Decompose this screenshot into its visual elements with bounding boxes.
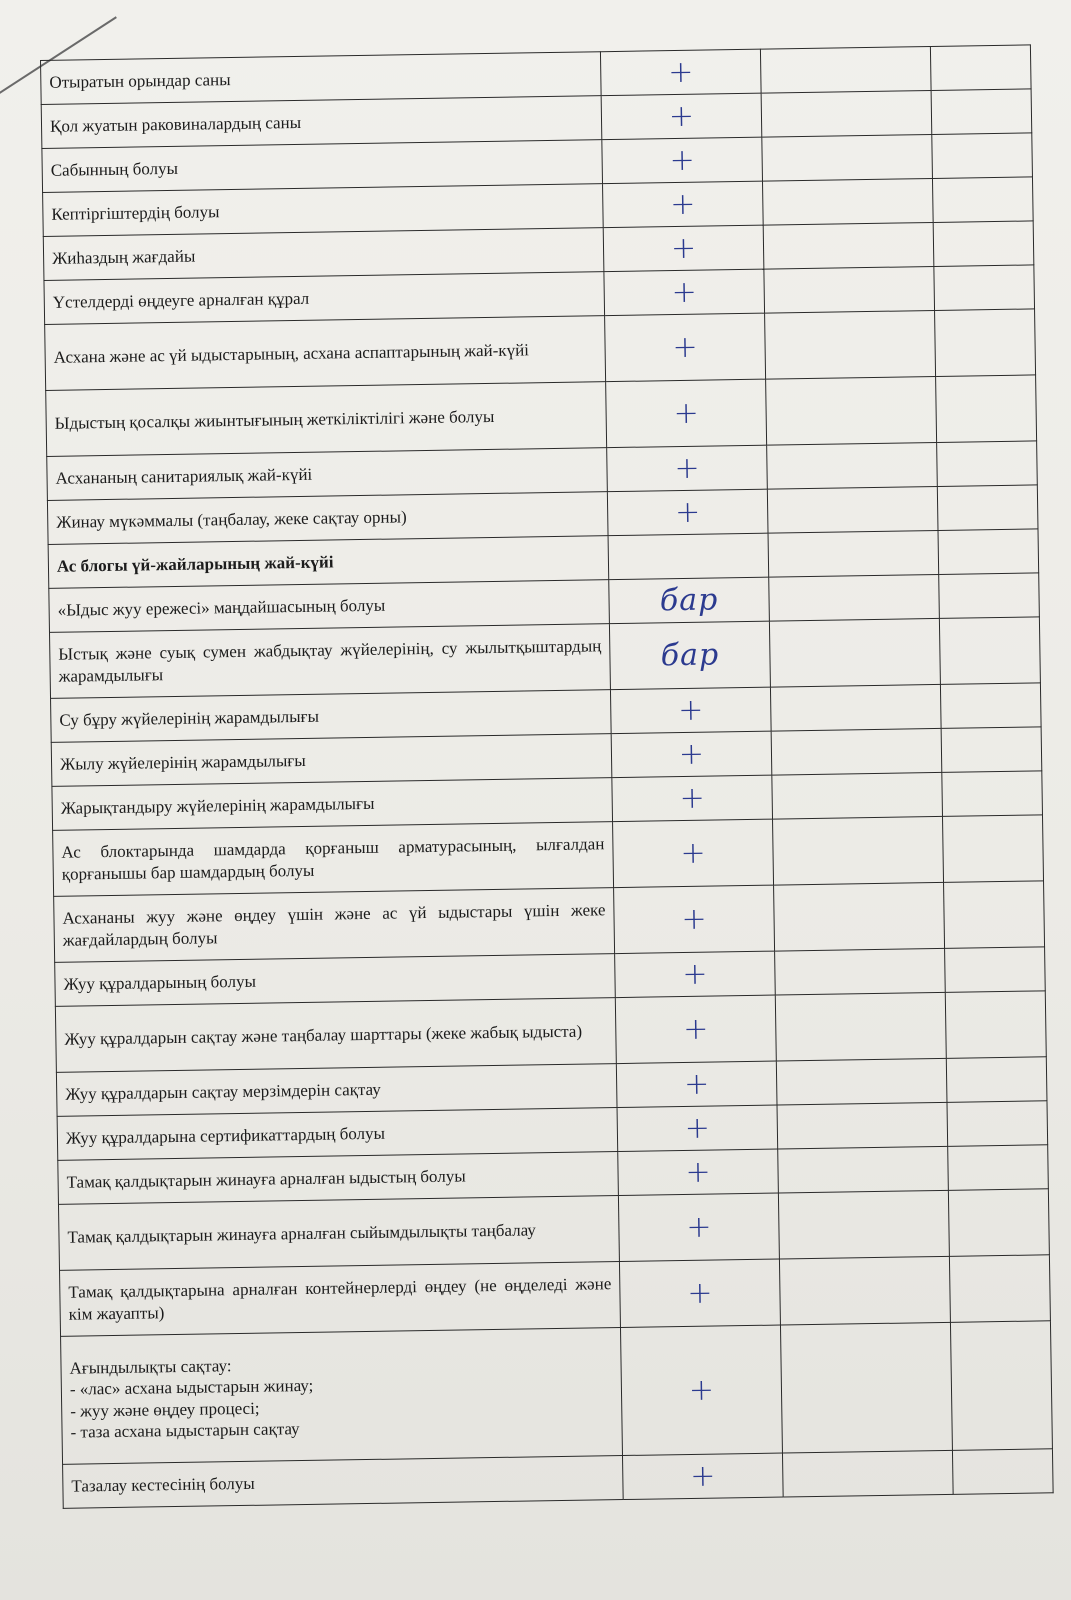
empty-cell [761,91,932,138]
empty-cell [950,1321,1052,1451]
empty-cell [941,727,1042,773]
handwritten-mark: + [617,1105,778,1152]
handwritten-mark: + [607,445,768,492]
row-label: Отыратын орындар саны [41,52,602,105]
empty-cell [782,1450,953,1497]
row-label: Асхананың санитариялық жай-күйі [47,448,608,501]
row-label: Кептіргіштердің болуы [43,184,604,237]
empty-cell [777,1102,948,1149]
row-label: Ыстық және суық сумен жабдықтау жүйелерінің, су жылытқыштардың жарамдылығы [49,624,610,699]
empty-cell [933,221,1034,267]
empty-cell [774,882,945,951]
row-label: Су бұру жүйелерінің жарамдылығы [51,690,612,743]
handwritten-mark: + [611,731,772,778]
empty-cell [772,772,943,819]
handwritten-mark: + [602,137,763,184]
empty-cell [775,992,946,1061]
empty-cell [769,618,940,687]
empty-cell [930,45,1031,91]
handwritten-mark [608,533,769,580]
section-title: Ас блогы үй-жайларының жай-күйі [48,536,609,589]
handwritten-mark: + [620,1325,782,1455]
empty-cell [939,617,1040,685]
empty-cell [767,486,938,533]
empty-cell [945,947,1046,993]
empty-cell [776,1058,947,1105]
empty-cell [767,442,938,489]
row-label: Жылу жүйелерінің жарамдылығы [51,734,612,787]
handwritten-mark: + [619,1259,780,1328]
row-label: Жуу құралдарын сақтау және таңбалау шарттары (жеке жабық ыдыста) [55,998,616,1073]
row-label: Жуу құралдарын сақтау мерзімдерін сақтау [56,1064,617,1117]
empty-cell [938,529,1039,575]
row-label: Жарықтандыру жүйелерінің жарамдылығы [52,778,613,831]
empty-cell [944,881,1045,949]
handwritten-mark: + [604,269,765,316]
row-label: Тамақ қалдықтарын жинауға арналған сыйымдылықты таңбалау [58,1196,619,1271]
row-label: Ас блоктарында шамдарда қорғаныш арматурасының, ылғалдан қорғанышы бар шамдардың болуы [53,822,614,897]
empty-cell [932,133,1033,179]
handwritten-mark: + [605,313,766,382]
empty-cell [779,1256,950,1325]
empty-cell [945,991,1046,1059]
handwritten-mark: + [618,1149,779,1196]
table-row [61,1321,1053,1465]
row-label: Тамақ қалдықтарын жинауға арналған ыдыстың болуы [58,1152,619,1205]
empty-cell [939,573,1040,619]
row-label: Тазалау кестесінің болуы [63,1456,624,1509]
handwritten-mark: + [603,181,764,228]
row-label-line: - таза асхана ыдыстарын сақтау [70,1418,300,1442]
empty-cell [763,222,934,269]
row-label: Тамақ қалдықтарына арналған контейнерлерді өңдеу (не өңделеді және кім жауапты) [60,1262,621,1337]
empty-cell [775,948,946,995]
handwritten-mark: + [601,93,762,140]
row-label-line: - «лас» асхана ыдыстарын жинау; [69,1376,314,1399]
empty-cell [765,310,936,379]
empty-cell [768,530,939,577]
empty-cell [931,89,1032,135]
empty-cell [766,376,937,445]
row-label: Ыдыстың қосалқы жиынтығының жеткіліктілігі және болуы [46,382,607,457]
handwritten-mark: + [610,687,771,734]
empty-cell [947,1101,1048,1147]
row-label: Жинау мүкәммалы (таңбалау, жеке сақтау орны) [47,492,608,545]
empty-cell [949,1255,1050,1323]
empty-cell [942,771,1043,817]
empty-cell [764,266,935,313]
empty-cell [948,1145,1049,1191]
handwritten-mark: + [615,951,776,998]
row-label: Жуу құралдарына сертификаттардың болуы [57,1108,618,1161]
row-label-multiline [61,1328,623,1465]
handwritten-mark: + [612,775,773,822]
empty-cell [780,1322,952,1453]
handwritten-mark: + [622,1453,783,1500]
empty-cell [762,135,933,182]
empty-cell [952,1449,1053,1495]
empty-cell [937,441,1038,487]
empty-cell [762,178,933,225]
handwritten-mark: + [614,885,775,954]
handwritten-mark: бар [609,621,770,690]
checklist-body [41,45,1054,1508]
empty-cell [940,683,1041,729]
row-label: Жуу құралдарының болуы [55,954,616,1007]
empty-cell [760,47,931,94]
handwritten-mark: + [618,1193,779,1262]
handwritten-mark: + [616,1061,777,1108]
empty-cell [770,684,941,731]
empty-cell [935,309,1036,377]
row-label: Сабынның болуы [42,140,603,193]
empty-cell [937,485,1038,531]
handwritten-mark: + [615,995,776,1064]
empty-cell [771,728,942,775]
handwritten-mark: бар [609,577,770,624]
empty-cell [942,815,1043,883]
empty-cell [773,816,944,885]
row-label-line: - жуу және өңдеу процесі; [70,1398,260,1421]
handwritten-mark: + [613,819,774,888]
empty-cell [948,1189,1049,1257]
row-label: Үстелдерді өңдеуге арналған құрал [44,272,605,325]
empty-cell [936,375,1037,443]
handwritten-mark: + [603,225,764,272]
row-label: Қол жуатын раковиналардың саны [41,96,602,149]
row-label: Асхананы жуу және өңдеу үшін және ас үй ыдыстары үшін жеке жағдайлардың болуы [54,888,615,963]
empty-cell [932,177,1033,223]
row-label: Жиһаздың жағдайы [43,228,604,281]
row-label: «Ыдыс жуу ережесі» маңдайшасының болуы [49,580,610,633]
handwritten-mark: + [607,489,768,536]
empty-cell [934,265,1035,311]
handwritten-mark: + [600,49,761,96]
empty-cell [778,1146,949,1193]
checklist-table [40,44,1054,1508]
row-label: Асхана және ас үй ыдыстарының, асхана аспаптарының жай-күйі [45,316,606,391]
handwritten-mark: + [606,379,767,448]
empty-cell [946,1057,1047,1103]
row-label-line: Ағындылықты сақтау: [69,1356,232,1378]
empty-cell [769,574,940,621]
empty-cell [778,1190,949,1259]
